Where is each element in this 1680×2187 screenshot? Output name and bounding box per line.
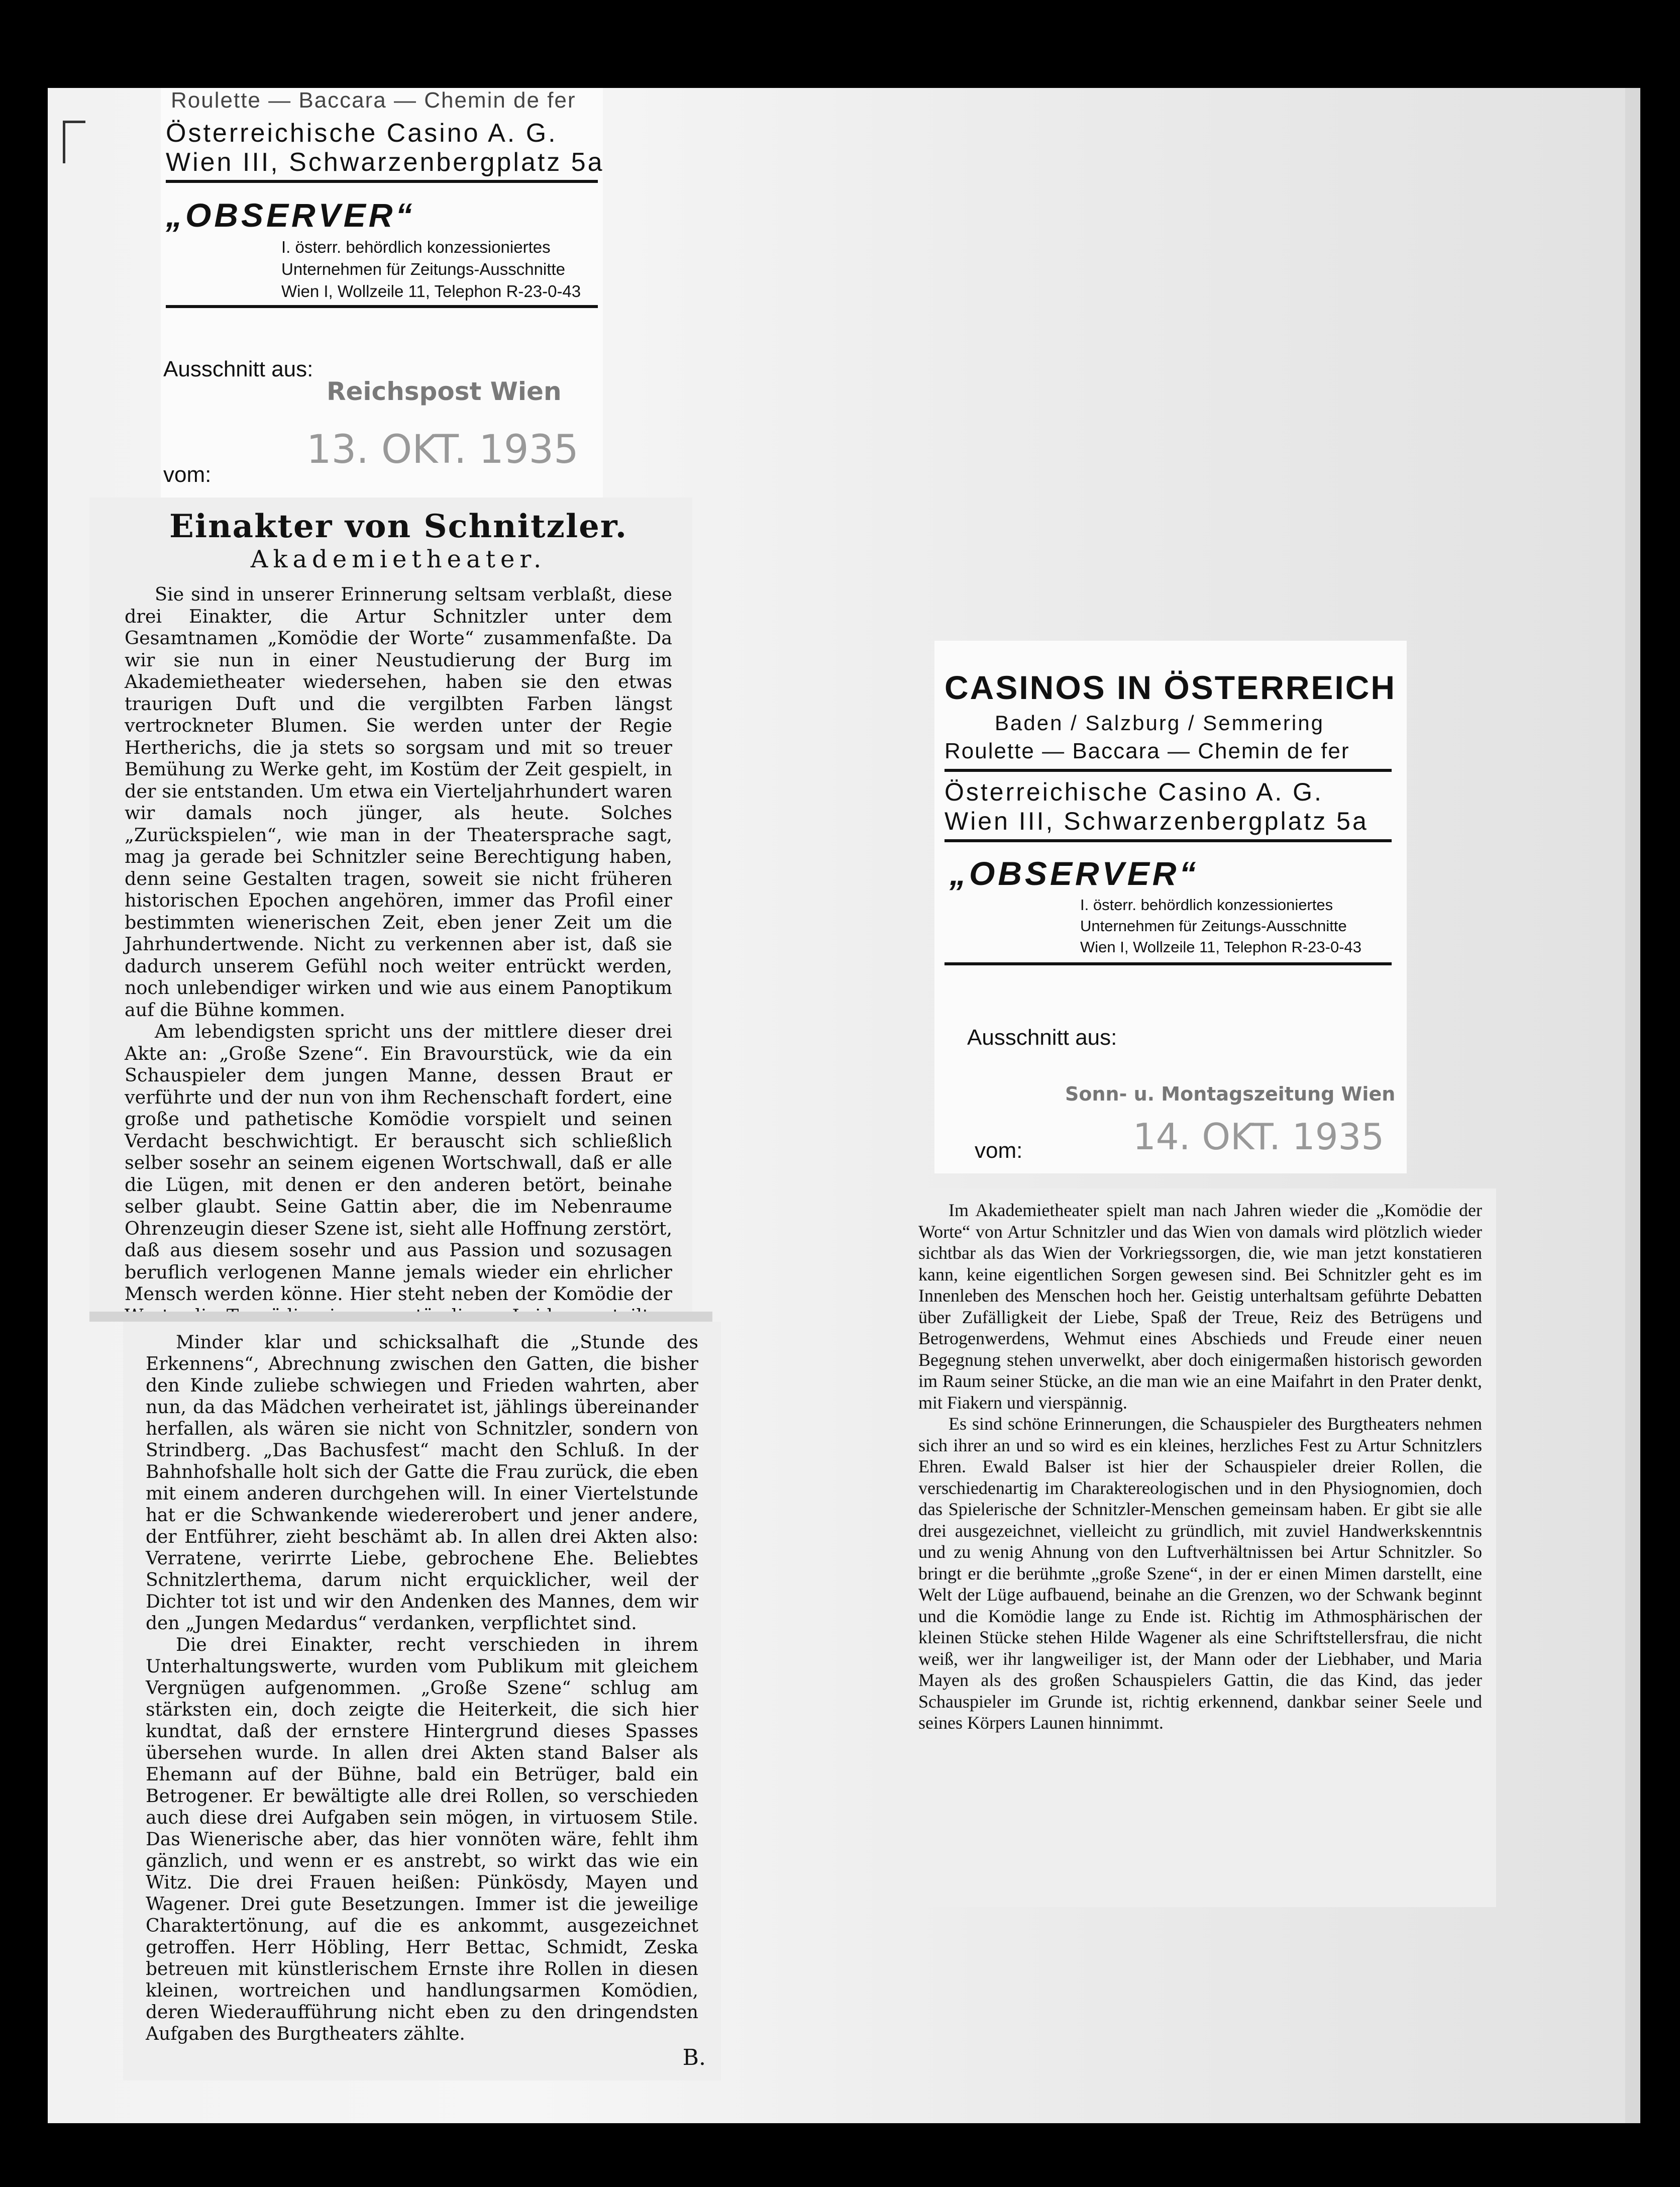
article-clipping-1-continued (123, 1322, 721, 2080)
divider (944, 769, 1392, 772)
ausschnitt-label: Ausschnitt aus: (967, 1025, 1117, 1050)
vom-label: vom: (975, 1138, 1023, 1163)
article-paragraph: Sie sind in unserer Erinnerung seltsam verblaßt, diese drei Einakter, die Artur Schnitzler unter dem Gesamtnamen „Komödie der Worte“ zusammenfaßte. Da wir sie nun in einer Neustudierung der Burg im Akademietheater wiedersehen, haben sie den etwas traurigen Duft und die vergilbten Farben längst vertrockneter Blumen. Sie werden unter der Regie Hertherichs, die ja stets so sorgsam und mit so treuer Bemühung zu Werke geht, im Kostüm der Zeit gespielt, in der sie entstanden. Um etwa ein Vierteljahrhundert waren wir damals noch jünger, als heute. Solches „Zurückspielen“, wie man in der Theatersprache sagt, mag ja gerade bei Schnitzler seine Berechtigung haben, denn seine Gestalten tragen, soweit sie nicht früheren historischen Epochen angehören, immer das Profil einer bestimmten wienerischen Zeit, eben jener Zeit um die Jahrhundertwende. Nicht zu verkennen aber ist, daß sie dadurch unserem Gefühl noch weiter entrückt werden, noch unlebendiger wirken und wie aus einem Panoptikum auf die Bühne kommen. (125, 583, 672, 1021)
places-line: Baden / Salzburg / Semmering (995, 711, 1324, 735)
games-line: Roulette — Baccara — Chemin de fer (944, 739, 1350, 763)
article-clipping-2 (898, 1188, 1496, 1907)
observer-desc-1: I. österr. behördlich konzessioniertes (281, 238, 551, 256)
date-stamp: 14. OKT. 1935 (1133, 1116, 1385, 1158)
observer-desc-1: I. österr. behördlich konzessioniertes (1080, 896, 1333, 914)
article-paragraph: Am lebendigsten spricht uns der mittlere dieser drei Akte an: „Große Szene“. Ein Bravourstück, wie da ein Schauspieler dem jungen Manne, dessen Braut er verführte und der nun von ihm Rechenschaft fordert, eine große und pathetische Komödie vorspielt und seinen Verdacht beschwichtigt. Er berauscht sich schließlich selber sosehr an seinem eigenen Wortschwall, daß er alle die Lügen, mit denen er den anderen betört, beinahe selber glaubt. Seine Gattin aber, die im Nebenraume Ohrenzeugin dieser Szene ist, sieht alle Hoffnung zerstört, daß aus diesem sosehr und aus Passion und sozusagen beruflich verlogenen Manne jemals wieder ein ehrlicher Mensch werden könne. Hier steht neben der Komödie der (125, 1021, 673, 1305)
observer-logo: „OBSERVER“ (950, 855, 1199, 892)
address-line: Wien III, Schwarzenbergplatz 5a (166, 148, 604, 177)
article-headline: Einakter von Schnitzler. (169, 508, 628, 545)
divider (166, 180, 598, 183)
article-paragraph: Im Akademietheater spielt man nach Jahren wieder die „Komödie der Worte“ von Artur Schnitzler und das Wien von damals wird plötzlich wieder sichtbar als das Wien der Vorkriegssorgen, die, wie man jetzt konstatieren kann, keine eigentlichen Sorgen gewesen sind. Bei Schnitzler geht es im Innenleben des Menschen hoch her. Geistig unterhaltsam geführte Debatten über Zufälligkeit der Liebe, Spaß der Treue, Reiz des Betrügens und Betrogenwerdens, Wehmut eines Abschieds und Freude einer neuen Begegnung stehen unverwelkt, aber doch einigermaßen historisch geworden im Raum seiner Stücke, an die man wie an eine Maifahrt in den Prater denkt, mit Fiakern und vierspännig. (918, 1200, 1482, 1413)
source-stamp: Reichspost Wien (327, 377, 562, 406)
author-signature: B. (682, 2045, 706, 2070)
company-line: Österreichische Casino A. G. (944, 778, 1323, 806)
games-line: Roulette — Baccara — Chemin de fer (171, 88, 576, 113)
observer-logo: „OBSERVER“ (166, 196, 415, 234)
torn-edge (89, 1312, 712, 1322)
observer-desc-3: Wien I, Wollzeile 11, Telephon R-23-0-43 (1080, 938, 1362, 956)
address-line: Wien III, Schwarzenbergplatz 5a (944, 807, 1369, 835)
article-paragraph: Es sind schöne Erinnerungen, die Schauspieler des Burgtheaters nehmen sich ihrer an und so wird es ein kleines, herzliches Fest zu Artur Schnitzlers Ehren. Ewald Balser ist hier der Schauspieler dreier Rollen, die verschiedenartig im Charaktereologischen und in den Physiognomien, doch das Spielerische der Schnitzler-Menschen gemeinsam haben. Er gibt sie alle drei ausgezeichnet, vielleicht zu gründlich, mit zuviel Handwerkskenntnis und zu wenig Ahnung von den Luftverhältnissen bei Artur Schnitzler. So bringt er die berühmte „große Szene“, in der er einen Mimen darstellt, eine Welt der Lüge aufbauend, beinahe an die Grenzen, wo der Schwank beginnt und die Komödie lange zu Ende ist. Richtig im Athmosphärischen der kleinen Stücke stehen Hilde Wagener als eine Schriftstellersfrau, die nicht weiß, wer ihr langweiliger ist, der Mann oder der Liebhaber, und Maria Mayen als des großen Schauspielers Gattin, die das Kind, das jeder Schauspieler im Grunde ist, richtig erkennend, dankbar seiner Seele und seines Körpers Launen hinnimmt. (918, 1414, 1482, 1733)
divider (166, 305, 598, 308)
date-stamp: 13. OKT. 1935 (306, 427, 579, 472)
source-stamp: Sonn- u. Montagszeitung Wien (1065, 1083, 1396, 1105)
corner-mark (63, 121, 85, 163)
article-subhead: Akademietheater. (250, 545, 547, 573)
observer-desc-2: Unternehmen für Zeitungs-Ausschnitte (1080, 917, 1347, 935)
vom-label: vom: (163, 462, 212, 487)
ausschnitt-label: Ausschnitt aus: (163, 357, 313, 381)
divider (944, 962, 1392, 965)
company-line: Österreichische Casino A. G. (166, 119, 558, 148)
observer-desc-2: Unternehmen für Zeitungs-Ausschnitte (281, 260, 565, 278)
casinos-title: CASINOS IN ÖSTERREICH (944, 669, 1397, 706)
article-paragraph: Die drei Einakter, recht verschieden in ihrem Unterhaltungswerte, wurden vom Publikum mit gleichem Vergnügen aufgenommen. „Große Szene“ schlug am stärksten ein, doch zeigte die Heiterkeit, die sich hier kundtat, daß der ernstere Hintergrund dieses Spasses übersehen wurde. In allen drei Akten stand Balser als Ehemann auf der Bühne, bald ein Betrüger, bald ein Betrogener. Er bewältigte alle drei Rollen, so verschieden auch diese drei Aufgaben sein mögen, in virtuosem Stile. Das Wienerische aber, das hier vonnöten wäre, fehlt ihm gänzlich, und wenn er es anstrebt, so wirkt das wie ein Witz. Die drei Frauen heißen: Pünkösdy, Mayen und Wagener. Drei gute Besetzungen. Immer ist die jeweilige Charaktertönung, auf die es ankommt, ausgezeichnet getroffen. Herr Höbling, Herr Bettac, Schmidt, Zeska betreuen mit künstlerischem Ernste ihre Rollen in diesen kleinen, wortreichen und handlungsarmen Komödien, deren Wiederaufführung nicht eben zu den dringendsten Aufgaben des Burgtheaters zählte. (146, 1635, 698, 2044)
article-paragraph: Minder klar und schicksalhaft die „Stunde des Erkennens“, Abrechnung zwischen den Gatten, die bisher den Kinde zuliebe schwiegen und Frieden wahrten, aber nun, da das Mädchen verheiratet ist, jählings übereinander herfallen, als wären sie nicht von Schnitzler, sondern von Strindberg. „Das Bachusfest“ macht den Schluß. In der Bahnhofshalle holt sich der Gatte die Frau zurück, die eben mit einem anderen durchgehen will. In einer Viertelstunde hat er die Schwankende wiedererobert und jener andere, der Entführer, zieht beschämt ab. In allen drei Akten also: Verratene, verirrte Liebe, gebrochene Ehe. Beliebtes Schnitzlerthema, darum nicht erquicklicher, weil der Dichter tot ist und wir den Andenken des Mannes, dem wir den „Jungen Medardus“ verdanken, verpflichtet sind. (146, 1332, 698, 1634)
observer-desc-3: Wien I, Wollzeile 11, Telephon R-23-0-43 (281, 282, 581, 301)
article-clipping-1 (89, 498, 692, 1312)
divider (944, 839, 1392, 842)
